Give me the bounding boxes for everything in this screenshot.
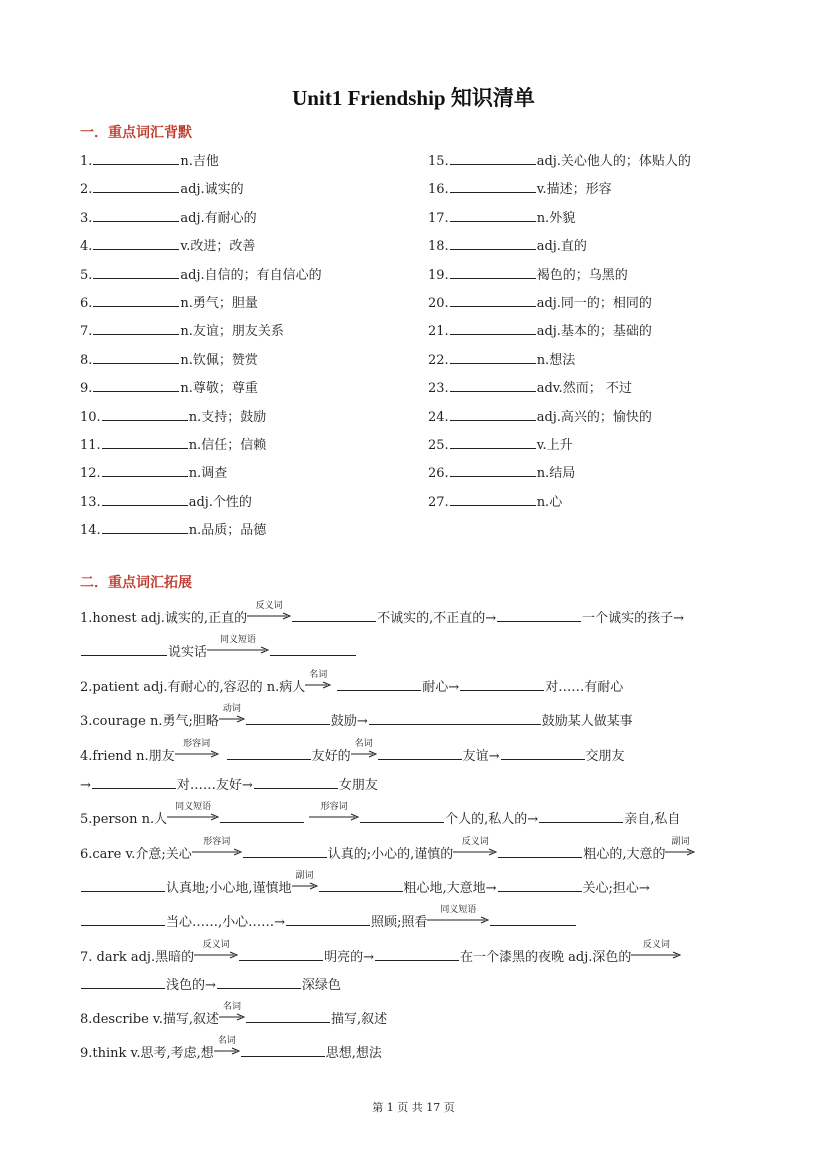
ext-text: 耐心→ bbox=[422, 680, 460, 695]
arrow-antonym: 反义词 bbox=[194, 947, 238, 961]
arrow-antonym: 同义短语 bbox=[167, 809, 219, 823]
answer-blank[interactable] bbox=[102, 408, 188, 421]
vocab-item bbox=[80, 150, 219, 169]
answer-blank[interactable] bbox=[498, 879, 582, 892]
vocab-definition: adj.诚实的 bbox=[180, 182, 244, 198]
vocab-item bbox=[80, 207, 257, 226]
ext-text: 深绿色 bbox=[301, 978, 341, 993]
vocab-definition: n.结局 bbox=[536, 466, 576, 482]
answer-blank[interactable] bbox=[450, 237, 536, 250]
vocab-item bbox=[80, 320, 284, 339]
ext-text: 友谊→ bbox=[462, 749, 500, 764]
vocab-definition: n.外貌 bbox=[536, 210, 576, 226]
arrow-noun: 名词 bbox=[351, 746, 377, 760]
vocab-definition: n.想法 bbox=[536, 352, 576, 368]
vocab-definition: adv.然而； 不过 bbox=[536, 381, 632, 397]
vocab-item bbox=[80, 292, 258, 311]
vocab-definition: n.勇气；胆量 bbox=[180, 296, 258, 311]
ext-line-1b bbox=[80, 635, 357, 660]
vocab-item bbox=[428, 349, 575, 368]
answer-blank[interactable] bbox=[81, 879, 165, 892]
vocab-item bbox=[428, 320, 652, 339]
ext-text: 4.friend n.朋友 bbox=[80, 749, 175, 764]
answer-blank[interactable] bbox=[501, 747, 585, 760]
answer-blank[interactable] bbox=[369, 712, 541, 725]
answer-blank[interactable] bbox=[450, 464, 536, 477]
ext-line-8 bbox=[80, 1002, 388, 1027]
vocab-definition: adj.基本的；基础的 bbox=[536, 324, 652, 340]
ext-text: 交朋友 bbox=[585, 749, 625, 764]
arrow-verb: 动词 bbox=[219, 711, 245, 725]
answer-blank[interactable] bbox=[378, 747, 462, 760]
arrow-antonym: 反义词 bbox=[247, 608, 291, 622]
ext-text: 亲自,私自 bbox=[624, 812, 681, 827]
answer-blank[interactable] bbox=[217, 976, 301, 989]
ext-text: 3.courage n.勇气;胆略 bbox=[80, 714, 219, 729]
ext-line-5 bbox=[80, 802, 681, 827]
vocab-number: 3. bbox=[80, 210, 93, 226]
answer-blank[interactable] bbox=[93, 294, 179, 307]
vocab-number: 6. bbox=[80, 296, 93, 311]
ext-text: → bbox=[80, 778, 91, 793]
answer-blank[interactable] bbox=[450, 209, 536, 222]
vocab-number: 16. bbox=[428, 182, 449, 198]
vocab-item bbox=[80, 264, 322, 283]
answer-blank[interactable] bbox=[450, 294, 536, 307]
vocab-number: 18. bbox=[428, 239, 449, 255]
ext-line-7b bbox=[80, 974, 341, 993]
vocab-definition: v.改进；改善 bbox=[180, 239, 256, 255]
vocab-number: 7. bbox=[80, 324, 93, 340]
section-heading-vocab-recall: 一．重点词汇背默 bbox=[80, 125, 192, 141]
ext-text: 描写,叙述 bbox=[330, 1012, 388, 1027]
vocab-definition: n.尊敬；尊重 bbox=[180, 381, 258, 397]
vocab-number: 12. bbox=[80, 466, 101, 482]
vocab-number: 4. bbox=[80, 239, 93, 255]
ext-text: 女朋友 bbox=[338, 778, 378, 793]
vocab-definition: adj.个性的 bbox=[188, 494, 252, 510]
ext-line-1 bbox=[80, 601, 685, 626]
answer-blank[interactable] bbox=[490, 913, 576, 926]
vocab-number: 21. bbox=[428, 324, 449, 340]
answer-blank[interactable] bbox=[92, 776, 176, 789]
answer-blank[interactable] bbox=[337, 678, 421, 691]
answer-blank[interactable] bbox=[360, 810, 444, 823]
answer-blank[interactable] bbox=[375, 948, 459, 961]
answer-blank[interactable] bbox=[450, 408, 536, 421]
vocab-number: 20. bbox=[428, 296, 449, 311]
arrow-adjective: 形容词 bbox=[192, 844, 242, 858]
answer-blank[interactable] bbox=[81, 976, 165, 989]
vocab-item bbox=[428, 207, 575, 226]
vocab-number: 8. bbox=[80, 352, 93, 368]
answer-blank[interactable] bbox=[450, 266, 536, 279]
ext-line-9 bbox=[80, 1036, 382, 1061]
answer-blank[interactable] bbox=[246, 712, 330, 725]
ext-text: 不诚实的,不正直的→ bbox=[377, 611, 497, 626]
answer-blank[interactable] bbox=[450, 180, 536, 193]
answer-blank[interactable] bbox=[93, 379, 179, 392]
ext-text: 照顾;照看 bbox=[371, 915, 428, 930]
vocab-definition: 褐色的；乌黑的 bbox=[536, 267, 628, 283]
vocab-definition: adj.同一的；相同的 bbox=[536, 296, 652, 311]
vocab-definition: adj.高兴的；愉快的 bbox=[536, 409, 652, 425]
answer-blank[interactable] bbox=[102, 436, 188, 449]
answer-blank[interactable] bbox=[102, 464, 188, 477]
answer-blank[interactable] bbox=[450, 493, 536, 506]
vocab-item bbox=[428, 406, 652, 425]
answer-blank[interactable] bbox=[241, 1044, 325, 1057]
vocab-definition: n.友谊；朋友关系 bbox=[180, 324, 284, 340]
ext-line-4b bbox=[80, 774, 378, 793]
vocab-item bbox=[428, 292, 652, 311]
ext-text: 一个诚实的孩子→ bbox=[582, 611, 685, 626]
answer-blank[interactable] bbox=[450, 379, 536, 392]
answer-blank[interactable] bbox=[93, 180, 179, 193]
vocab-number: 27. bbox=[428, 494, 449, 510]
answer-blank[interactable] bbox=[239, 948, 323, 961]
vocab-number: 13. bbox=[80, 494, 101, 510]
answer-blank[interactable] bbox=[102, 493, 188, 506]
answer-blank[interactable] bbox=[498, 845, 582, 858]
vocab-definition: adj.直的 bbox=[536, 239, 587, 255]
answer-blank[interactable] bbox=[93, 266, 179, 279]
vocab-definition: v.描述；形容 bbox=[536, 182, 612, 198]
vocab-item bbox=[80, 519, 266, 538]
ext-text: 粗心的,大意的 bbox=[583, 847, 666, 862]
arrow-adverb: 副词 bbox=[292, 878, 318, 892]
vocab-number: 22. bbox=[428, 352, 449, 368]
vocab-item bbox=[80, 377, 258, 396]
ext-text: 2.patient adj.有耐心的,容忍的 n.病人 bbox=[80, 680, 306, 695]
vocab-definition: v.上升 bbox=[536, 438, 573, 453]
vocab-number: 24. bbox=[428, 409, 449, 425]
answer-blank[interactable] bbox=[93, 209, 179, 222]
arrow-noun: 名词 bbox=[214, 1043, 240, 1057]
vocab-item bbox=[80, 349, 258, 368]
vocab-number: 9. bbox=[80, 381, 93, 397]
vocab-item bbox=[428, 491, 562, 510]
vocab-definition: n.吉他 bbox=[180, 154, 219, 169]
ext-line-2 bbox=[80, 670, 624, 695]
ext-text: 浅色的→ bbox=[166, 978, 216, 993]
answer-blank[interactable] bbox=[93, 322, 179, 335]
answer-blank[interactable] bbox=[93, 351, 179, 364]
ext-text: 8.describe v.描写,叙述 bbox=[80, 1012, 219, 1027]
answer-blank[interactable] bbox=[81, 913, 165, 926]
ext-line-3 bbox=[80, 704, 633, 729]
page-footer: 第 1 页 共 17 页 bbox=[372, 1101, 455, 1114]
ext-text: 对……有耐心 bbox=[545, 680, 624, 695]
vocab-number: 5. bbox=[80, 267, 93, 283]
vocab-item bbox=[428, 264, 628, 283]
ext-text: 在一个漆黑的夜晚 adj.深色的 bbox=[459, 950, 632, 965]
ext-text: 9.think v.思考,考虑,想 bbox=[80, 1046, 214, 1061]
answer-blank[interactable] bbox=[450, 322, 536, 335]
page-title: Unit1 Friendship 知识清单 bbox=[292, 86, 535, 110]
vocab-item bbox=[428, 235, 587, 254]
ext-text: 1.honest adj.诚实的,正直的 bbox=[80, 611, 248, 626]
arrow-synonym-phrase: 同义短语 bbox=[207, 642, 269, 656]
ext-line-4 bbox=[80, 739, 625, 764]
answer-blank[interactable] bbox=[220, 810, 304, 823]
vocab-number: 1. bbox=[80, 154, 93, 169]
ext-text: 说实话 bbox=[168, 645, 208, 660]
vocab-definition: n.调查 bbox=[188, 466, 228, 482]
arrow-synonym-phrase: 同义短语 bbox=[427, 912, 489, 926]
vocab-definition: adj.有耐心的 bbox=[180, 210, 257, 226]
vocab-item bbox=[80, 178, 244, 197]
vocab-number: 25. bbox=[428, 438, 449, 453]
vocab-item bbox=[80, 406, 266, 425]
arrow-noun: 名词 bbox=[305, 677, 331, 691]
vocab-definition: n.支持；鼓励 bbox=[188, 409, 267, 425]
ext-line-7 bbox=[80, 940, 681, 965]
answer-blank[interactable] bbox=[102, 521, 188, 534]
answer-blank[interactable] bbox=[254, 776, 338, 789]
answer-blank[interactable] bbox=[243, 845, 327, 858]
ext-text: 鼓励某人做某事 bbox=[541, 714, 633, 729]
vocab-item bbox=[428, 377, 632, 396]
answer-blank[interactable] bbox=[539, 810, 623, 823]
answer-blank[interactable] bbox=[270, 643, 356, 656]
answer-blank[interactable] bbox=[450, 152, 536, 165]
answer-blank[interactable] bbox=[93, 237, 179, 250]
section-heading-vocab-extension: 二．重点词汇拓展 bbox=[80, 575, 192, 591]
vocab-number: 10. bbox=[80, 409, 101, 425]
vocab-number: 14. bbox=[80, 523, 101, 539]
vocab-definition: n.信任；信赖 bbox=[188, 438, 267, 453]
arrow-noun: 名词 bbox=[219, 1009, 245, 1023]
answer-blank[interactable] bbox=[450, 436, 536, 449]
vocab-number: 11. bbox=[80, 438, 101, 453]
ext-text: 5.person n.人 bbox=[80, 812, 168, 827]
arrow-antonym: 反义词 bbox=[631, 947, 681, 961]
answer-blank[interactable] bbox=[227, 747, 311, 760]
vocab-number: 19. bbox=[428, 267, 449, 283]
ext-text: 思想,想法 bbox=[325, 1046, 382, 1061]
vocab-item bbox=[428, 178, 612, 197]
vocab-item bbox=[428, 150, 691, 169]
vocab-definition: n.钦佩；赞赏 bbox=[180, 352, 258, 368]
ext-line-6b bbox=[80, 871, 650, 896]
vocab-definition: adj.关心他人的；体贴人的 bbox=[536, 154, 691, 169]
ext-text: 鼓励→ bbox=[330, 714, 368, 729]
answer-blank[interactable] bbox=[460, 678, 544, 691]
ext-line-6 bbox=[80, 837, 695, 862]
ext-text: 粗心地,大意地→ bbox=[403, 881, 497, 896]
vocab-item bbox=[80, 462, 227, 481]
arrow-adverb: 副词 bbox=[665, 844, 695, 858]
ext-text: 6.care v.介意;关心 bbox=[80, 847, 192, 862]
vocab-definition: n.心 bbox=[536, 494, 563, 510]
answer-blank[interactable] bbox=[319, 879, 403, 892]
vocab-number: 2. bbox=[80, 182, 93, 198]
vocab-item bbox=[428, 434, 573, 453]
ext-text: 7. dark adj.黑暗的 bbox=[80, 950, 195, 965]
answer-blank[interactable] bbox=[286, 913, 370, 926]
ext-text: 认真的;小心的,谨慎的 bbox=[327, 847, 454, 862]
arrow-antonym: 反义词 bbox=[453, 844, 497, 858]
vocab-number: 15. bbox=[428, 154, 449, 169]
answer-blank[interactable] bbox=[497, 609, 581, 622]
ext-text: 认真地;小心地,谨慎地 bbox=[166, 881, 292, 896]
ext-text: 对……友好→ bbox=[176, 778, 253, 793]
vocab-number: 17. bbox=[428, 210, 449, 226]
vocab-definition: n.品质；品德 bbox=[188, 523, 267, 539]
vocab-item bbox=[80, 235, 255, 254]
answer-blank[interactable] bbox=[450, 351, 536, 364]
answer-blank[interactable] bbox=[93, 152, 179, 165]
answer-blank[interactable] bbox=[292, 609, 376, 622]
ext-text: 个人的,私人的→ bbox=[445, 812, 539, 827]
arrow-adjective: 形容词 bbox=[309, 809, 359, 823]
vocab-item bbox=[80, 434, 266, 453]
ext-text: 当心……,小心……→ bbox=[166, 915, 286, 930]
answer-blank[interactable] bbox=[246, 1010, 330, 1023]
ext-text: 明亮的→ bbox=[324, 950, 374, 965]
vocab-number: 23. bbox=[428, 381, 449, 397]
arrow-adjective: 形容词 bbox=[175, 746, 219, 760]
vocab-number: 26. bbox=[428, 466, 449, 482]
ext-text: 友好的 bbox=[311, 749, 351, 764]
vocab-item bbox=[428, 462, 575, 481]
vocab-item bbox=[80, 491, 252, 510]
vocab-definition: adj.自信的；有自信心的 bbox=[180, 267, 322, 283]
ext-text: 关心;担心→ bbox=[582, 881, 650, 896]
ext-line-6c bbox=[80, 905, 577, 930]
answer-blank[interactable] bbox=[81, 643, 167, 656]
